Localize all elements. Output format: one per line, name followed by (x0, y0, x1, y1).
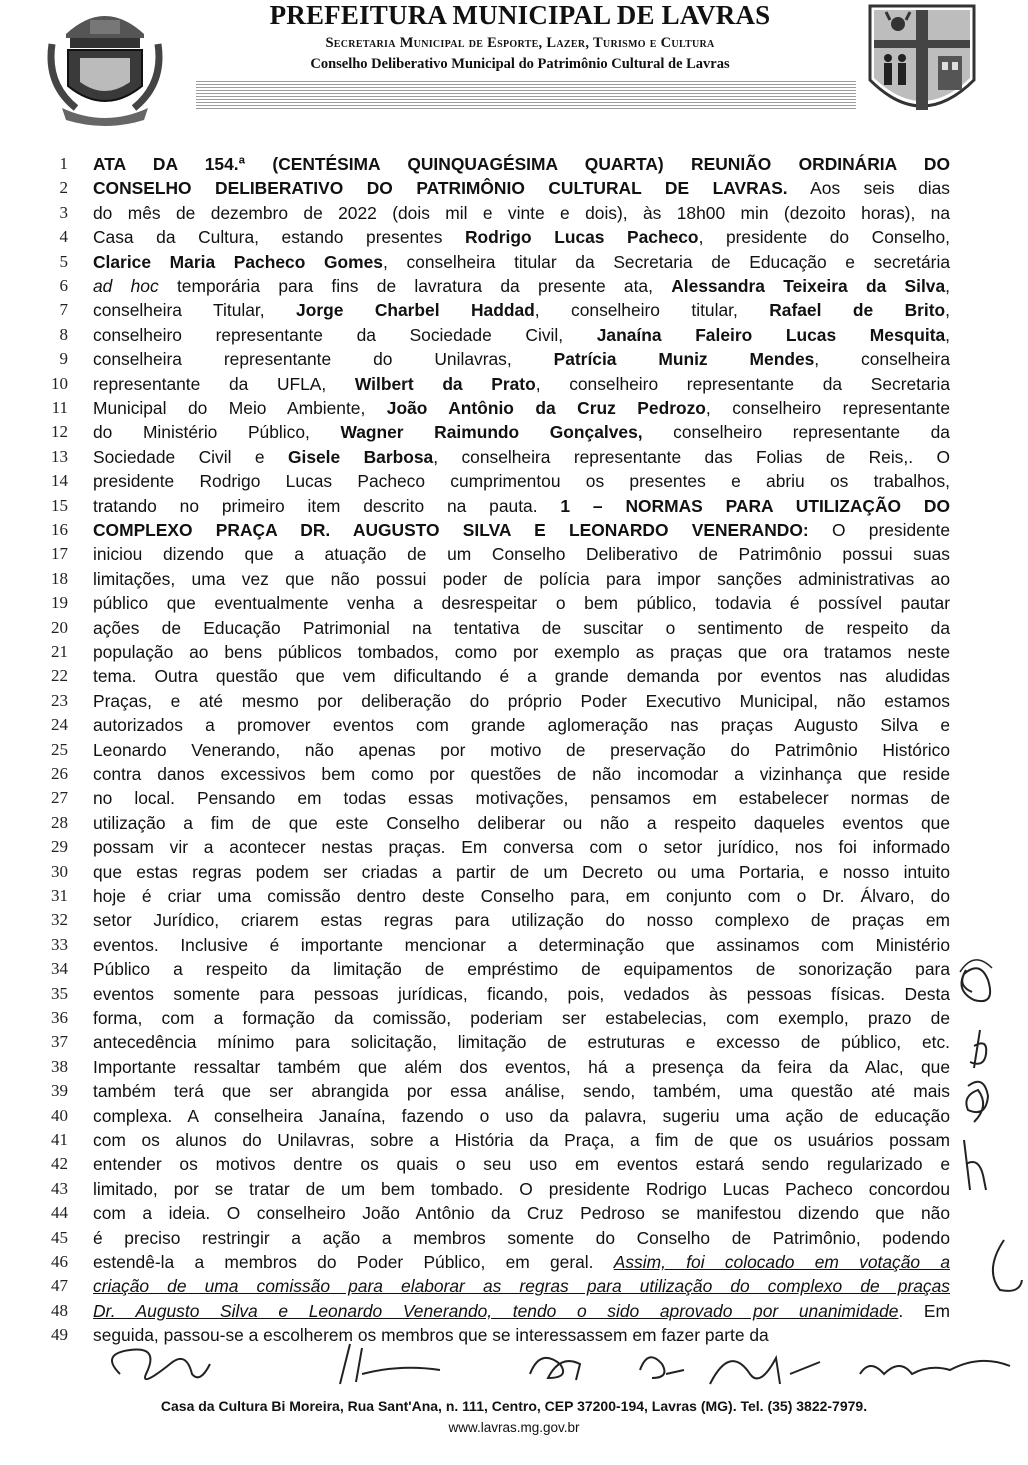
line-text (93, 664, 950, 688)
line-text (93, 250, 950, 274)
line-text (93, 1055, 950, 1079)
text-segment: iniciou dizendo que a atuação de um Conselho Deliberativo de Patrimônio possui suas (93, 544, 950, 565)
bold-text: Patrícia Muniz Mendes (553, 349, 815, 370)
line-number: 45 (51, 1227, 68, 1247)
line-text (93, 298, 950, 322)
line-text (93, 420, 950, 444)
line-number: 21 (51, 642, 68, 661)
line-number: 32 (51, 910, 68, 930)
text-segment: setor Jurídico, criarem estas regras para utilização do nosso complexo de praças em (93, 910, 950, 931)
line-number: 41 (51, 1130, 68, 1149)
minutes-line (0, 738, 1028, 762)
underlined-text: criação de uma comissão para elaborar as regras para utilização do complexo de praças (93, 1276, 950, 1297)
text-segment: no local. Pensando em todas essas motivações, pensamos em estabelecer normas de (93, 788, 950, 809)
minutes-line (0, 786, 1028, 810)
line-number: 31 (51, 886, 68, 905)
line-number: 13 (51, 446, 68, 466)
line-text (93, 738, 950, 762)
line-number: 22 (51, 666, 68, 686)
text-segment: população ao bens públicos tombados, como por exemplo as praças que ora tratamos neste (93, 642, 950, 662)
minutes-line (0, 372, 1028, 396)
minutes-line (0, 445, 1028, 469)
minutes-line (0, 982, 1028, 1006)
text-segment: , conselheiro representante (705, 398, 950, 418)
line-number: 47 (51, 1276, 68, 1296)
municipality-title: PREFEITURA MUNICIPAL DE LAVRAS (269, 0, 771, 30)
text-segment: limitações, uma vez que não possui poder de polícia para impor sanções administrativas ao (93, 568, 950, 589)
text-segment: utilização a fim de que este Conselho deliberar ou não a respeito daqueles eventos que (93, 812, 950, 833)
minutes-line (0, 469, 1028, 493)
text-segment: estendê-la a membros do Poder Público, em geral. (93, 1252, 614, 1272)
text-segment: , presidente do Conselho, (698, 227, 950, 248)
line-text (93, 982, 950, 1006)
line-number: 6 (59, 276, 68, 295)
minutes-line (0, 1128, 1028, 1152)
line-text (93, 1128, 950, 1152)
line-number: 23 (51, 690, 68, 710)
line-text (93, 616, 950, 640)
text-segment: ações de Educação Patrimonial na tentativa de suscitar o sentimento de respeito da (93, 617, 950, 638)
text-segment: , conselheira (814, 349, 950, 370)
minutes-line (0, 347, 1028, 371)
minutes-line (0, 1177, 1028, 1201)
line-text (93, 201, 950, 225)
minutes-line (0, 689, 1028, 713)
line-text (93, 518, 950, 542)
text-segment: limitado, por se tratar de um bem tombado. O presidente Rodrigo Lucas Pacheco concordou (93, 1178, 950, 1199)
text-segment: público que eventualmente venha a desrespeitar o bem público, todavia é possível pautar (93, 593, 950, 614)
line-number: 16 (51, 520, 68, 539)
line-number: 10 (51, 373, 68, 393)
italic-text: ad hoc (93, 276, 159, 296)
text-segment: Leonardo Venerando, não apenas por motivo de preservação do Patrimônio Histórico (93, 739, 950, 760)
line-number: 26 (51, 764, 68, 783)
line-text (93, 542, 950, 566)
line-number: 4 (59, 227, 68, 247)
text-segment: do mês de dezembro de 2022 (dois mil e vinte e dois), às 18h00 min (dezoito horas), na (93, 202, 950, 223)
text-segment: com a ideia. O conselheiro João Antônio da Cruz Pedroso se manifestou dizendo que não (93, 1203, 950, 1224)
line-number: 43 (51, 1178, 68, 1198)
line-number: 2 (59, 178, 68, 198)
line-number: 25 (51, 739, 68, 759)
minutes-line (0, 616, 1028, 640)
text-segment: Municipal do Meio Ambiente, (93, 398, 387, 418)
line-number: 42 (51, 1154, 68, 1174)
text-segment: eventos somente para pessoas jurídicas, ficando, pois, vedados às pessoas físicas. Desta (93, 983, 950, 1004)
line-number: 24 (51, 715, 68, 735)
text-segment: . Em (898, 1300, 950, 1321)
minutes-line (0, 640, 1028, 664)
line-number: 1 (59, 154, 68, 173)
text-segment: , conselheira titular da Secretaria de Educação e secretária (382, 251, 951, 272)
line-number: 19 (51, 593, 68, 613)
text-segment: tema. Outra questão que vem dificultando é a grande demanda por eventos nas aludidas (93, 666, 950, 687)
line-number: 20 (51, 617, 68, 637)
bold-text: Jorge Charbel Haddad (296, 300, 535, 321)
underlined-text: Assim, foi colocado em votação a (613, 1252, 950, 1272)
minutes-line (0, 1079, 1028, 1103)
line-number: 37 (51, 1032, 68, 1052)
margin-initials-signatures (944, 950, 1028, 1330)
line-number: 48 (51, 1300, 68, 1320)
text-segment: autorizados a promover eventos com grande aglomeração nas praças Augusto Silva e (93, 715, 950, 736)
minutes-line (0, 396, 1028, 420)
minutes-line (0, 835, 1028, 859)
text-segment: forma, com a formação da comissão, poderiam ser estabelecias, com exemplo, prazo de (93, 1008, 950, 1028)
line-text (93, 567, 950, 591)
minutes-line (0, 884, 1028, 908)
line-number: 33 (51, 934, 68, 954)
minutes-line (0, 420, 1028, 444)
bold-text: 1 – NORMAS PARA UTILIZAÇÃO DO (560, 495, 951, 516)
bold-text: João Antônio da Cruz Pedrozo (386, 398, 706, 418)
bold-text: CONSELHO DELIBERATIVO DO PATRIMÔNIO CULTURAL DE LAVRAS. (93, 178, 788, 199)
minutes-line (0, 1006, 1028, 1030)
text-segment: temporária para fins de lavratura da presente ata, (158, 276, 672, 296)
minutes-line (0, 713, 1028, 737)
text-segment: é preciso restringir a ação a membros somente do Conselho de Patrimônio, podendo (93, 1227, 950, 1248)
text-segment: , conselheiro titular, (534, 300, 770, 321)
text-segment: , conselheira representante das Folias de Reis,. O (433, 446, 950, 467)
line-text (93, 445, 950, 469)
bold-text: Janaína Faleiro Lucas Mesquita (596, 324, 946, 345)
bold-text: COMPLEXO PRAÇA DR. AUGUSTO SILVA E LEONARDO VENERANDO: (93, 520, 809, 540)
text-segment: conselheiro representante da Sociedade Civil, (93, 324, 597, 345)
text-segment: , (945, 300, 950, 321)
line-text (93, 1299, 950, 1323)
text-segment: seguida, passou-se a escolherem os membros que se interessassem em fazer parte da (93, 1325, 769, 1346)
minutes-line (0, 933, 1028, 957)
line-text (93, 1177, 950, 1201)
line-text (93, 225, 950, 249)
minutes-line (0, 1055, 1028, 1079)
text-segment: complexa. A conselheira Janaína, fazendo o uso da palavra, sugeriu uma ação de educação (93, 1105, 950, 1126)
line-number: 8 (59, 324, 68, 344)
text-segment: que estas regras podem ser criadas a partir de um Decreto ou uma Portaria, e nosso intuito (93, 861, 950, 882)
text-segment: presidente Rodrigo Lucas Pacheco cumprimentou os presentes e abriu os trabalhos, (93, 471, 950, 492)
bold-text: Rodrigo Lucas Pacheco (464, 227, 699, 248)
shield-icon (866, 2, 978, 128)
line-text (93, 957, 950, 981)
line-number: 46 (51, 1252, 68, 1271)
line-number: 40 (51, 1105, 68, 1125)
line-number: 14 (51, 471, 68, 491)
line-text (93, 176, 950, 200)
line-number: 7 (59, 300, 68, 320)
line-text (93, 762, 950, 786)
line-text (93, 835, 950, 859)
line-text (93, 640, 950, 664)
minutes-line (0, 1299, 1028, 1323)
minutes-line (0, 664, 1028, 688)
text-segment: conselheira representante do Unilavras, (93, 349, 554, 370)
text-segment: também terá que ser abrangida por essa análise, sendo, também, uma questão até mais (93, 1081, 950, 1102)
line-text (93, 494, 950, 518)
line-number: 44 (51, 1203, 68, 1223)
footer-address: Casa da Cultura Bi Moreira, Rua Sant'Ana, n. 111, Centro, CEP 37200-194, Lavras (MG). Tel. (35) 3822-7979. (160, 1398, 868, 1414)
line-number: 18 (51, 568, 68, 588)
minutes-line (0, 1104, 1028, 1128)
text-segment: contra danos excessivos bem como por questões de não incomodar a vizinhança que reside (93, 764, 950, 784)
line-number: 36 (51, 1008, 68, 1027)
line-text (93, 1152, 950, 1176)
council-subtitle: Conselho Deliberativo Municipal do Patrimônio Cultural de Lavras (310, 56, 730, 72)
text-segment: tratando no primeiro item descrito na pauta. (93, 495, 561, 516)
text-segment: O presidente (808, 520, 951, 540)
bold-text: Alessandra Teixeira da Silva (671, 276, 946, 296)
footer-website-link[interactable]: www.lavras.mg.gov.br (448, 1420, 580, 1435)
line-text (93, 908, 950, 932)
line-text (93, 1250, 950, 1274)
line-number: 12 (51, 422, 68, 442)
line-text (93, 689, 950, 713)
minutes-line (0, 152, 1028, 176)
line-number: 30 (51, 861, 68, 881)
line-number: 35 (51, 983, 68, 1003)
text-segment: Público a respeito da limitação de empréstimo de equipamentos de sonorização para (93, 959, 950, 980)
line-text (93, 323, 950, 347)
minutes-line (0, 957, 1028, 981)
text-segment: Casa da Cultura, estando presentes (93, 227, 465, 248)
line-text (93, 469, 950, 493)
line-text (93, 274, 950, 298)
minutes-line (0, 274, 1028, 298)
minutes-line (0, 542, 1028, 566)
secretariat-subtitle: Secretaria Municipal de Esporte, Lazer, Turismo e Cultura (325, 35, 715, 51)
line-number: 38 (51, 1056, 68, 1076)
signatures-row (100, 1334, 1028, 1394)
minutes-line (0, 494, 1028, 518)
line-text (93, 786, 950, 810)
minutes-line (0, 176, 1028, 200)
line-text (93, 713, 950, 737)
text-segment: possam vir a acontecer nestas praças. Em conversa com o setor jurídico, nos foi informado (93, 837, 950, 858)
line-text (93, 1201, 950, 1225)
text-segment: entender os motivos dentre os quais o seu uso em eventos estará sendo regularizado e (93, 1154, 950, 1175)
text-segment: , conselheiro representante da Secretaria (535, 373, 950, 394)
line-number: 17 (51, 544, 68, 564)
bold-text: Wagner Raimundo Gonçalves, (340, 422, 643, 443)
line-number: 9 (59, 349, 68, 369)
minutes-line (0, 762, 1028, 786)
bold-text: ATA DA 154.ª (CENTÉSIMA QUINQUAGÉSIMA QUARTA) REUNIÃO ORDINÁRIA DO (93, 154, 950, 174)
line-number: 49 (51, 1325, 68, 1345)
text-segment: Importante ressaltar também que além dos eventos, há a presença da feira da Alac, que (93, 1056, 950, 1077)
bold-text: Gisele Barbosa (287, 446, 434, 467)
text-segment: Aos seis dias (787, 178, 950, 199)
line-number: 34 (51, 959, 68, 979)
text-segment: com os alunos do Unilavras, sobre a História da Praça, a fim de que os usuários possam (93, 1130, 950, 1150)
line-text (93, 152, 950, 176)
line-text (93, 933, 950, 957)
line-number: 3 (59, 202, 68, 222)
underlined-text: Dr. Augusto Silva e Leonardo Venerando, tendo o sido aprovado por unanimidade (93, 1300, 899, 1321)
line-number: 15 (51, 495, 68, 515)
line-text (93, 396, 950, 420)
minutes-line (0, 298, 1028, 322)
minutes-line (0, 225, 1028, 249)
minutes-line (0, 323, 1028, 347)
minutes-line (0, 1250, 1028, 1274)
minutes-line (0, 1152, 1028, 1176)
minutes-line (0, 1201, 1028, 1225)
text-segment: , (945, 324, 951, 345)
text-segment: Sociedade Civil e (93, 446, 288, 467)
line-number: 28 (51, 812, 68, 832)
header-hatch-divider (196, 79, 856, 109)
line-number: 29 (51, 837, 68, 857)
bold-text: Clarice Maria Pacheco Gomes (93, 251, 383, 272)
text-segment: conselheira Titular, (93, 300, 297, 321)
bold-text: Rafael de Brito (769, 300, 946, 321)
text-segment: representante da UFLA, (93, 373, 355, 394)
line-text (93, 1079, 950, 1103)
minutes-line (0, 591, 1028, 615)
coat-of-arms-icon (46, 4, 164, 130)
line-text (93, 1104, 950, 1128)
text-segment: do Ministério Público, (93, 422, 341, 443)
line-number: 27 (51, 788, 68, 808)
line-number: 39 (51, 1081, 68, 1101)
text-segment: hoje é criar uma comissão dentro deste Conselho para, em conjunto com o Dr. Álvaro, do (93, 886, 950, 906)
line-text (93, 1274, 950, 1298)
minutes-line (0, 860, 1028, 884)
minutes-line (0, 567, 1028, 591)
text-segment: eventos. Inclusive é importante mencionar a determinação que assinamos com Ministério (93, 934, 950, 955)
line-text (93, 811, 950, 835)
minutes-line (0, 908, 1028, 932)
minutes-line (0, 250, 1028, 274)
bold-text: Wilbert da Prato (354, 373, 536, 394)
text-segment: Praças, e até mesmo por deliberação do próprio Poder Executivo Municipal, não estamos (93, 690, 950, 711)
minutes-line (0, 518, 1028, 542)
line-text (93, 591, 950, 615)
minutes-line (0, 1274, 1028, 1298)
line-text (93, 860, 950, 884)
line-number: 11 (51, 398, 68, 417)
minutes-line (0, 811, 1028, 835)
line-text (93, 372, 950, 396)
line-number: 5 (59, 251, 68, 271)
line-text (93, 1226, 950, 1250)
line-text (93, 1006, 950, 1030)
minutes-line (0, 1030, 1028, 1054)
line-text (93, 1030, 950, 1054)
minutes-line (0, 201, 1028, 225)
letterhead (0, 0, 1028, 140)
line-text (93, 884, 950, 908)
minutes-line (0, 1226, 1028, 1250)
line-text (93, 347, 950, 371)
text-segment: conselheiro representante da (642, 422, 950, 443)
text-segment: antecedência mínimo para solicitação, limitação de estruturas e excesso de público, etc. (93, 1032, 950, 1053)
text-segment: , (945, 276, 950, 296)
